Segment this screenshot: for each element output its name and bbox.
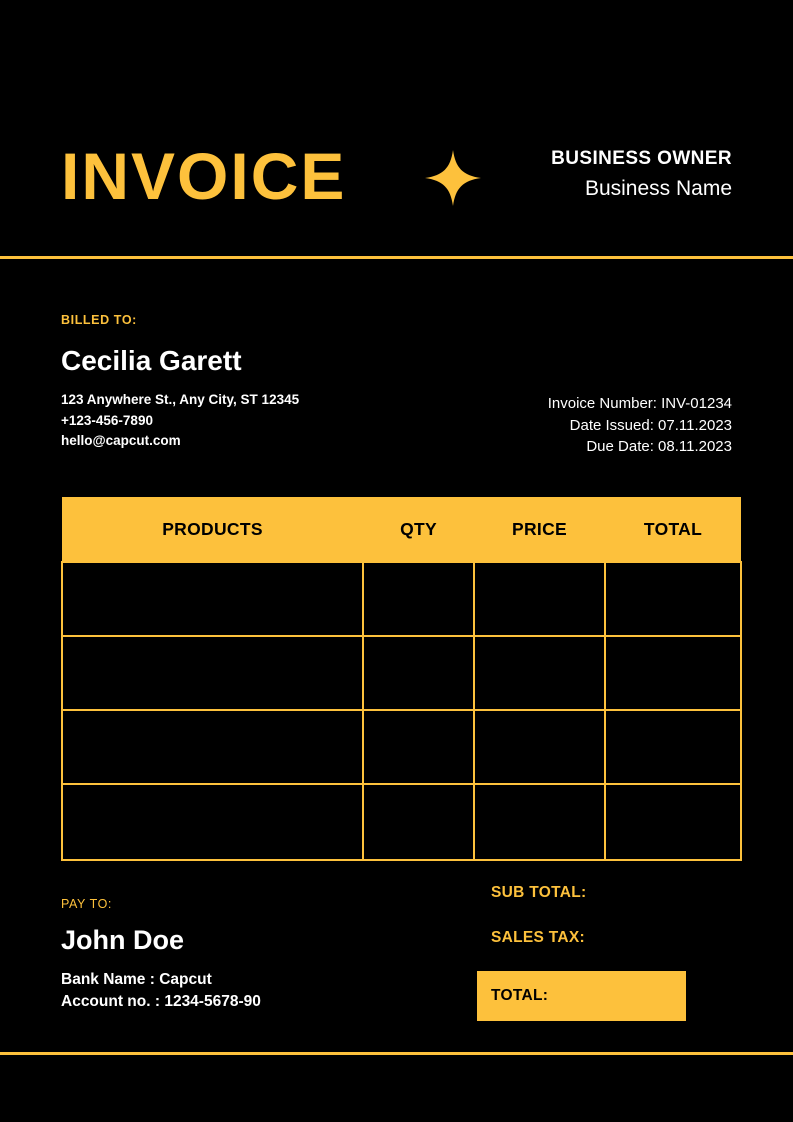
- four-point-star-icon: [425, 150, 481, 206]
- column-header-price: PRICE: [474, 497, 605, 562]
- cell-qty[interactable]: [363, 562, 474, 636]
- due-date: Due Date: 08.11.2023: [586, 438, 732, 455]
- column-header-products: PRODUCTS: [62, 497, 363, 562]
- table-row[interactable]: [62, 710, 741, 784]
- sub-total-label: SUB TOTAL:: [491, 884, 587, 901]
- client-phone: +123-456-7890: [61, 412, 153, 428]
- cell-products[interactable]: [62, 784, 363, 860]
- business-owner-block: [551, 146, 732, 204]
- client-name: Cecilia Garett: [61, 345, 242, 376]
- business-owner-role: BUSINESS OWNER: [551, 148, 732, 169]
- table-row[interactable]: [62, 784, 741, 860]
- cell-total[interactable]: [605, 636, 741, 710]
- cell-price[interactable]: [474, 562, 605, 636]
- billed-to-label: BILLED TO:: [61, 313, 137, 327]
- line-items-table: [61, 497, 742, 861]
- table-row[interactable]: [62, 562, 741, 636]
- pay-to-label: PAY TO:: [61, 897, 112, 911]
- cell-qty[interactable]: [363, 784, 474, 860]
- invoice-meta-block: [548, 393, 732, 458]
- bank-details-block: [61, 969, 261, 1013]
- client-email: hello@capcut.com: [61, 433, 181, 448]
- cell-price[interactable]: [474, 710, 605, 784]
- cell-price[interactable]: [474, 784, 605, 860]
- cell-price[interactable]: [474, 636, 605, 710]
- header-divider: [0, 256, 793, 259]
- cell-qty[interactable]: [363, 710, 474, 784]
- table-header-row: [62, 497, 741, 562]
- payee-name: John Doe: [61, 925, 185, 955]
- cell-products[interactable]: [62, 636, 363, 710]
- column-header-total: TOTAL: [605, 497, 741, 562]
- client-address: 123 Anywhere St., Any City, ST 12345: [61, 392, 300, 407]
- account-number: Account no. : 1234-5678-90: [61, 993, 261, 1010]
- bank-name: Bank Name : Capcut: [61, 971, 212, 988]
- sales-tax-label: SALES TAX:: [491, 929, 585, 946]
- cell-qty[interactable]: [363, 636, 474, 710]
- invoice-header: [0, 0, 793, 258]
- cell-products[interactable]: [62, 562, 363, 636]
- invoice-number: Invoice Number: INV-01234: [547, 395, 732, 412]
- total-label: TOTAL:: [491, 987, 549, 1004]
- table-row[interactable]: [62, 636, 741, 710]
- cell-total[interactable]: [605, 562, 741, 636]
- total-box: [477, 971, 686, 1021]
- footer-divider: [0, 1052, 793, 1055]
- date-issued: Date Issued: 07.11.2023: [569, 416, 732, 434]
- cell-total[interactable]: [605, 710, 741, 784]
- table-body: [62, 562, 741, 860]
- cell-total[interactable]: [605, 784, 741, 860]
- column-header-qty: QTY: [363, 497, 474, 562]
- cell-products[interactable]: [62, 710, 363, 784]
- client-contact-block: [61, 390, 299, 452]
- table-header: [62, 497, 741, 562]
- business-name: Business Name: [584, 177, 732, 200]
- page-title: INVOICE: [61, 139, 347, 213]
